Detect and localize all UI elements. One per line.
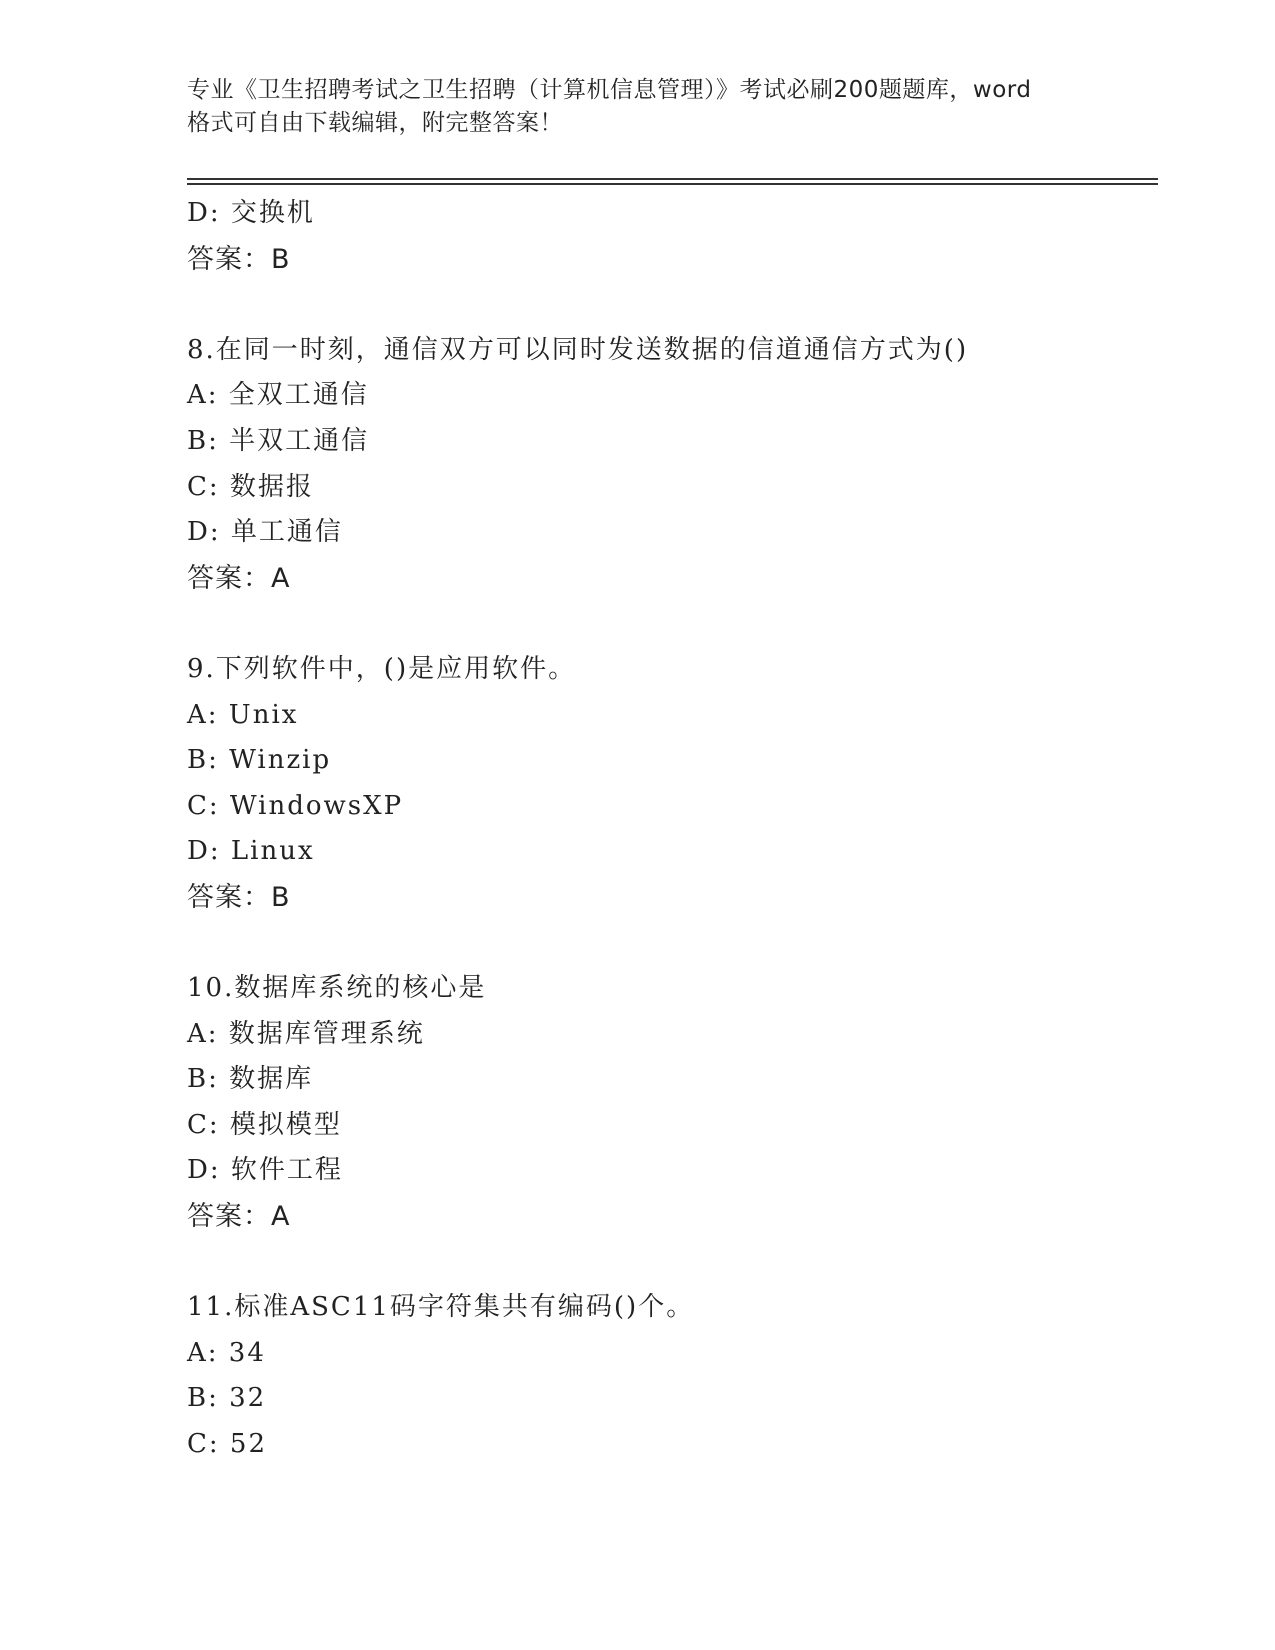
- answer: 答案：A: [187, 562, 291, 594]
- header-line-1: 专业《卫生招聘考试之卫生招聘（计算机信息管理）》考试必刷200题题库，word: [187, 77, 1032, 103]
- option-d: D: 软件工程: [187, 1155, 343, 1186]
- option-a: A: 数据库管理系统: [187, 1018, 425, 1049]
- option-b: B: 半双工通信: [187, 425, 370, 456]
- option-a: A: 全双工通信: [187, 380, 369, 411]
- question-list: [187, 191, 1147, 1468]
- option-d: D: 单工通信: [187, 517, 343, 548]
- spacer: [187, 601, 1147, 647]
- question-stem: 10.数据库系统的核心是: [187, 973, 487, 1004]
- spacer: [187, 1240, 1147, 1286]
- question-8: [187, 328, 1147, 602]
- header-line-2: 格式可自由下载编辑，附完整答案！: [187, 110, 563, 136]
- option-b: B: 32: [187, 1383, 267, 1414]
- option-a: A: Unix: [187, 699, 299, 730]
- prev-answer: 答案：B: [187, 243, 291, 275]
- option-d: D: Linux: [187, 836, 315, 867]
- option-c: C: 模拟模型: [187, 1109, 342, 1140]
- spacer: [187, 282, 1147, 328]
- question-stem: 8.在同一时刻，通信双方可以同时发送数据的信道通信方式为(): [187, 334, 969, 365]
- question-11: [187, 1285, 1147, 1467]
- question-stem: 9.下列软件中，()是应用软件。: [187, 653, 577, 684]
- option-b: B: 数据库: [187, 1064, 314, 1095]
- option-a: A: 34: [187, 1337, 266, 1368]
- option-c: C: 数据报: [187, 471, 314, 502]
- option-c: C: WindowsXP: [187, 790, 404, 821]
- header-divider-bottom: [187, 183, 1158, 185]
- document-header: [187, 74, 1087, 140]
- prev-option-d: D: 交换机: [187, 198, 315, 228]
- question-9: [187, 647, 1147, 921]
- answer: 答案：B: [187, 881, 291, 913]
- option-b: B: Winzip: [187, 745, 332, 776]
- answer: 答案：A: [187, 1201, 291, 1233]
- spacer: [187, 921, 1147, 967]
- question-10: [187, 966, 1147, 1240]
- question-stem: 11.标准ASC11码字符集共有编码()个。: [187, 1292, 695, 1323]
- option-c: C: 52: [187, 1429, 268, 1460]
- header-divider-top: [187, 178, 1158, 180]
